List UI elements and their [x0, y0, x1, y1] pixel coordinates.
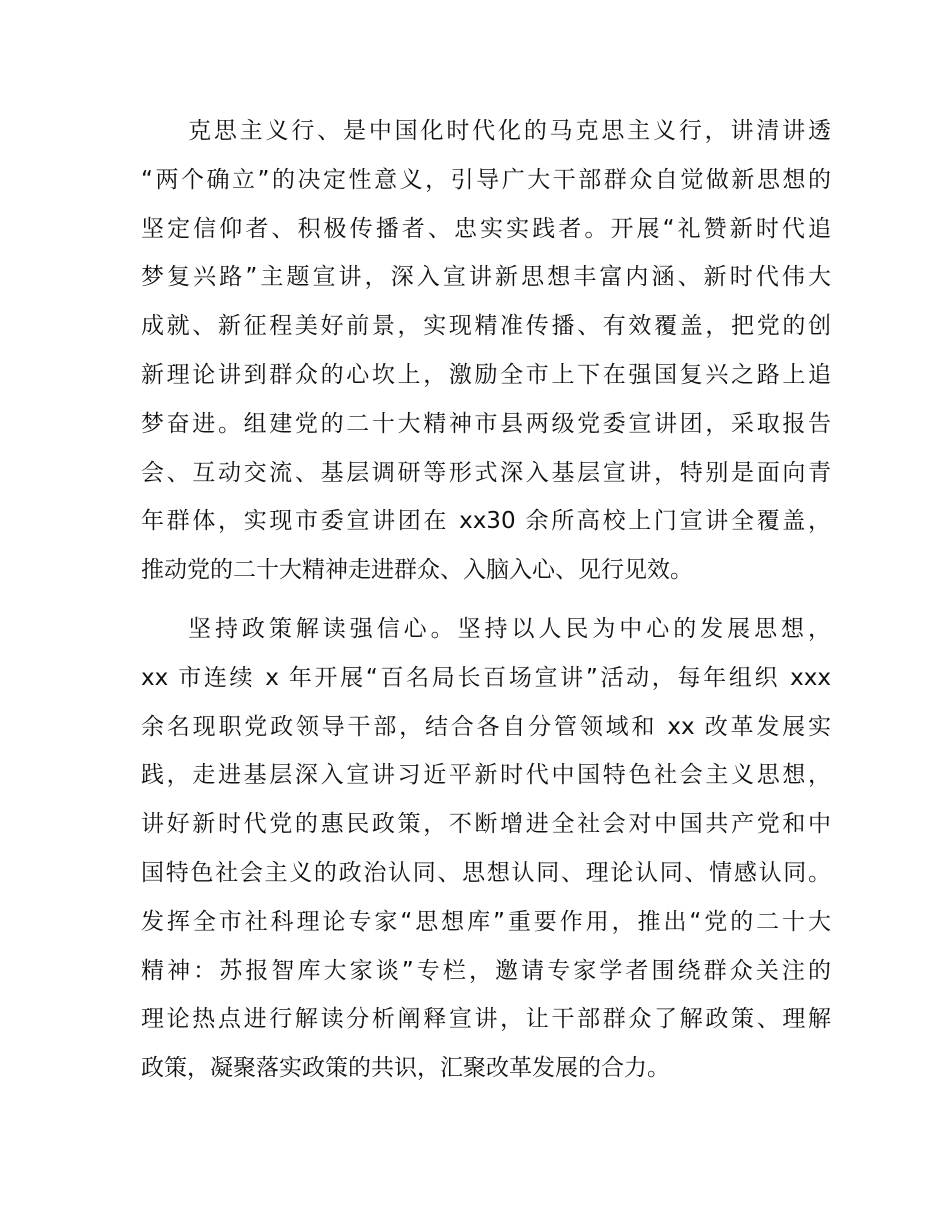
text-line: 新理论讲到群众的心坎上，激励全市上下在强国复兴之路上追	[141, 361, 831, 388]
text-line: 梦奋进。组建党的二十大精神市县两级党委宣讲团，采取报告	[141, 410, 831, 437]
text-line: “两个确立”的决定性意义，引导广大干部群众自觉做新思想的	[141, 166, 831, 193]
text-line: 梦复兴路”主题宣讲，深入宣讲新思想丰富内涵、新时代伟大	[141, 264, 831, 291]
text-line: 坚定信仰者、积极传播者、忠实实践者。开展“礼赞新时代追	[141, 215, 831, 242]
text-line: 余名现职党政领导干部，结合各自分管领域和 xx 改革发展实	[141, 713, 831, 740]
document-body	[141, 107, 831, 1093]
text-line: 发挥全市社科理论专家“思想库”重要作用，推出“党的二十大	[141, 908, 831, 935]
text-line: 推动党的二十大精神走进群众、入脑入心、见行见效。	[141, 557, 693, 584]
text-line: 会、互动交流、基层调研等形式深入基层宣讲，特别是面向青	[141, 459, 831, 486]
text-line: 讲好新时代党的惠民政策，不断增进全社会对中国共产党和中	[141, 811, 831, 838]
paragraph-spacer	[141, 595, 831, 605]
text-line: xx 市连续 x 年开展“百名局长百场宣讲”活动，每年组织 xxx	[141, 664, 831, 691]
text-line: 政策，凝聚落实政策的共识，汇聚改革发展的合力。	[141, 1055, 670, 1082]
text-line: 克思主义行、是中国化时代化的马克思主义行，讲清讲透	[188, 118, 831, 144]
text-line: 践，走进基层深入宣讲习近平新时代中国特色社会主义思想，	[141, 762, 831, 789]
paragraph-2	[141, 605, 831, 1093]
text-line: 成就、新征程美好前景，实现精准传播、有效覆盖，把党的创	[141, 313, 831, 340]
text-line: 精神：苏报智库大家谈”专栏，邀请专家学者围绕群众关注的	[141, 957, 831, 984]
text-line: 国特色社会主义的政治认同、思想认同、理论认同、情感认同。	[141, 859, 831, 886]
text-line: 年群体，实现市委宣讲团在 xx30 余所高校上门宣讲全覆盖，	[141, 508, 831, 535]
text-line: 坚持政策解读强信心。坚持以人民为中心的发展思想，	[188, 615, 831, 642]
text-line: 理论热点进行解读分析阐释宣讲，让干部群众了解政策、理解	[141, 1006, 831, 1033]
paragraph-1	[141, 107, 831, 595]
